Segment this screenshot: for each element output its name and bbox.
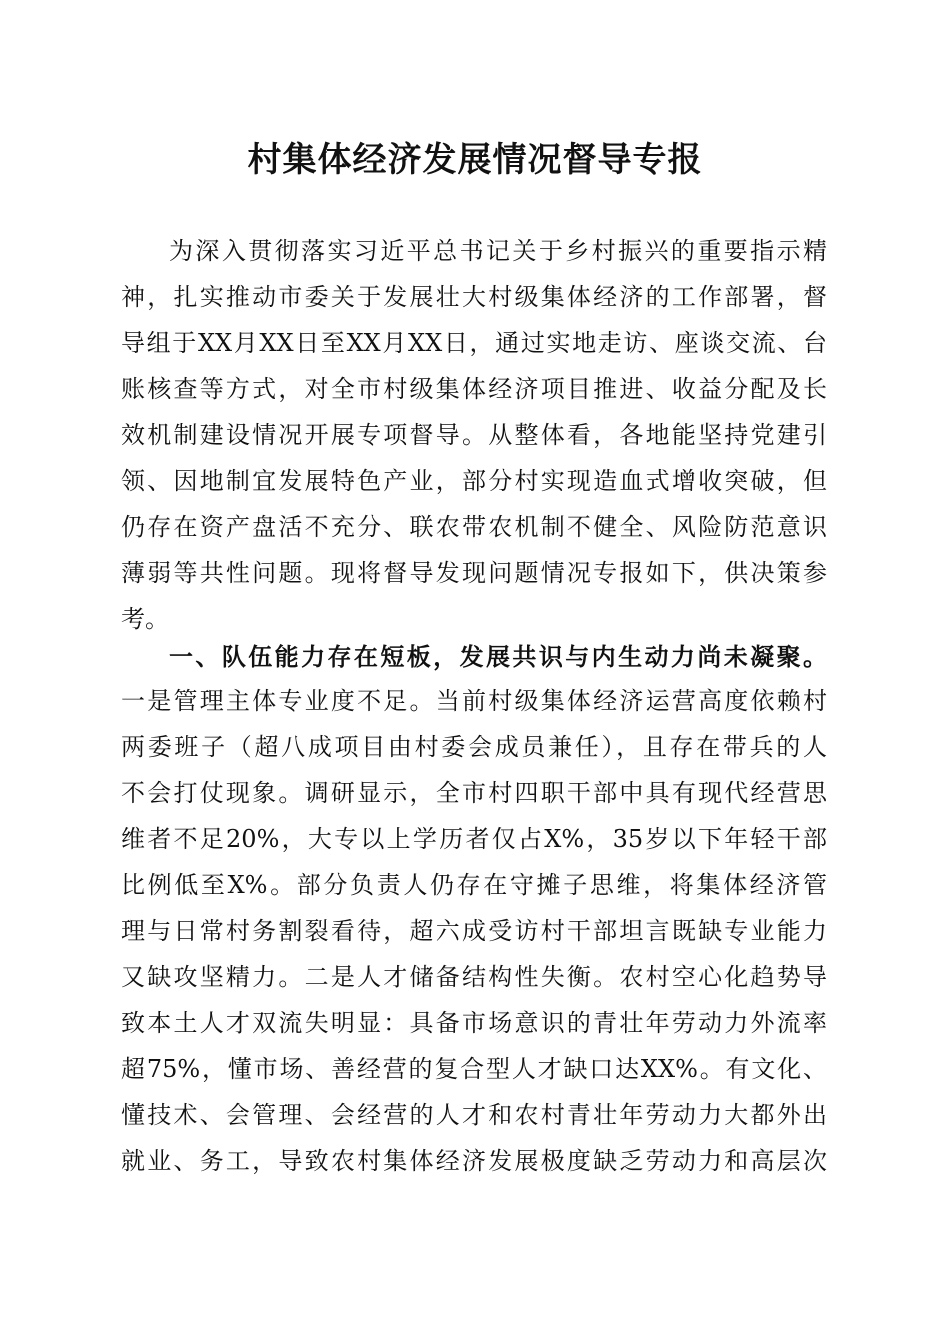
- intro-line-6: 领、因地制宜发展特色产业，部分村实现造血式增收突破，但: [121, 467, 827, 495]
- section1-line-4: 维者不足20%，大专以上学历者仅占X%，35岁以下年轻干部: [121, 825, 827, 853]
- section-heading-1: 一、队伍能力存在短板，发展共识与内生动力尚未凝聚。: [169, 642, 827, 671]
- intro-line-8: 薄弱等共性问题。现将督导发现问题情况专报如下，供决策参: [121, 559, 827, 587]
- section1-line-2: 两委班子（超八成项目由村委会成员兼任），且存在带兵的人: [121, 733, 827, 761]
- intro-line-9: 考。: [121, 605, 169, 633]
- section1-line-11: 就业、务工，导致农村集体经济发展极度缺乏劳动力和高层次: [121, 1147, 827, 1175]
- intro-line-3: 导组于XX月XX日至XX月XX日，通过实地走访、座谈交流、台: [121, 329, 827, 357]
- intro-line-5: 效机制建设情况开展专项督导。从整体看，各地能坚持党建引: [121, 421, 827, 449]
- document-title: 村集体经济发展情况督导专报: [247, 140, 703, 180]
- section1-line-6: 理与日常村务割裂看待，超六成受访村干部坦言既缺专业能力: [121, 917, 827, 945]
- section1-line-5: 比例低至X%。部分负责人仍存在守摊子思维，将集体经济管: [121, 871, 827, 899]
- section1-line-7: 又缺攻坚精力。二是人才储备结构性失衡。农村空心化趋势导: [121, 963, 827, 991]
- section1-line-10: 懂技术、会管理、会经营的人才和农村青壮年劳动力大都外出: [121, 1101, 827, 1129]
- section1-line-8: 致本土人才双流失明显：具备市场意识的青壮年劳动力外流率: [121, 1009, 827, 1037]
- intro-line-4: 账核查等方式，对全市村级集体经济项目推进、收益分配及长: [121, 375, 827, 403]
- section1-line-1: 一是管理主体专业度不足。当前村级集体经济运营高度依赖村: [121, 687, 827, 715]
- intro-line-1: 为深入贯彻落实习近平总书记关于乡村振兴的重要指示精: [169, 237, 827, 265]
- section1-line-9: 超75%，懂市场、善经营的复合型人才缺口达XX%。有文化、: [121, 1055, 827, 1083]
- section1-line-3: 不会打仗现象。调研显示，全市村四职干部中具有现代经营思: [121, 779, 827, 807]
- intro-line-2: 神，扎实推动市委关于发展壮大村级集体经济的工作部署，督: [121, 283, 827, 311]
- intro-line-7: 仍存在资产盘活不充分、联农带农机制不健全、风险防范意识: [121, 513, 827, 541]
